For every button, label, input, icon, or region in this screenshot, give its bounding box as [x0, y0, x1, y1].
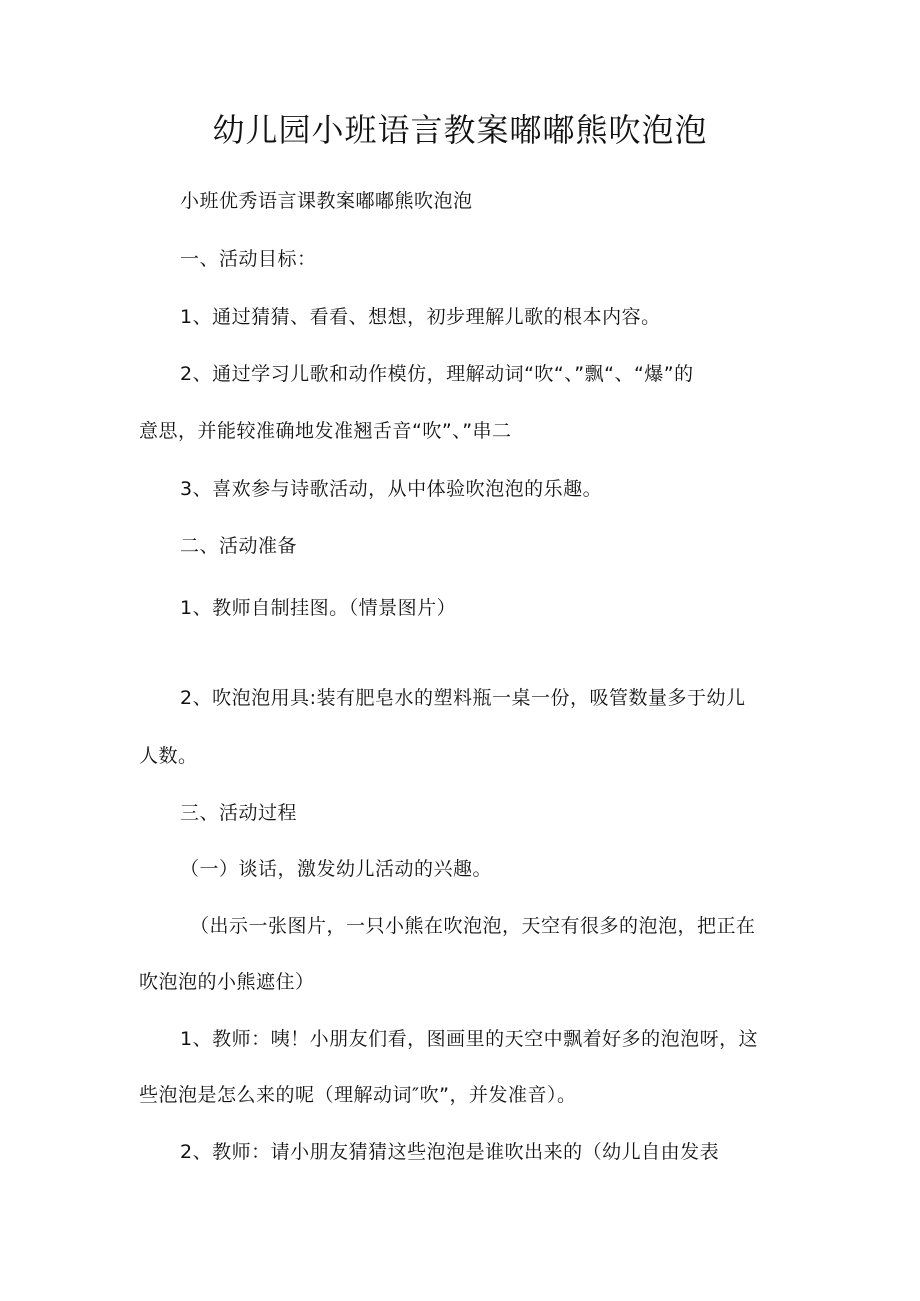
process-item-2: 2、教师：请小朋友猜猜这些泡泡是谁吹出来的（幼儿自由发表: [180, 1141, 720, 1163]
process-item-1-continued: 些泡泡是怎么来的呢（理解动词″吹”，并发准音）。: [139, 1084, 577, 1106]
section-heading-process: 三、活动过程: [180, 802, 298, 824]
goal-item-2: 2、通过学习儿歌和动作模仿，理解动词“吹“、”飘“、“爆”的: [180, 363, 694, 385]
preparation-item-1: 1、教师自制挂图。（情景图片）: [180, 597, 457, 619]
preparation-item-2: 2、吹泡泡用具:装有肥皂水的塑料瓶一桌一份，吸管数量多于幼儿: [180, 687, 746, 709]
process-item-1: 1、教师：咦！小朋友们看，图画里的天空中飘着好多的泡泡呀，这: [180, 1028, 759, 1050]
process-step-1-note: （出示一张图片，一只小熊在吹泡泡，天空有很多的泡泡，把正在: [190, 915, 756, 937]
goal-item-1: 1、通过猜猜、看看、想想，初步理解儿歌的根本内容。: [180, 306, 661, 328]
section-heading-goals: 一、活动目标：: [180, 248, 317, 270]
subtitle-line: 小班优秀语言课教案嘟嘟熊吹泡泡: [180, 190, 473, 212]
process-step-1-heading: （一）谈话，激发幼儿活动的兴趣。: [180, 858, 493, 880]
section-heading-preparation: 二、活动准备: [180, 535, 298, 557]
preparation-item-2-continued: 人数。: [139, 745, 198, 767]
process-step-1-note-continued: 吹泡泡的小熊遮住）: [139, 971, 315, 993]
goal-item-3: 3、喜欢参与诗歌活动，从中体验吹泡泡的乐趣。: [180, 478, 603, 500]
goal-item-2-continued: 意思，并能较准确地发准翘舌音“吹”、”串二: [139, 420, 512, 442]
document-title: 幼儿园小班语言教案嘟嘟熊吹泡泡: [212, 111, 708, 149]
